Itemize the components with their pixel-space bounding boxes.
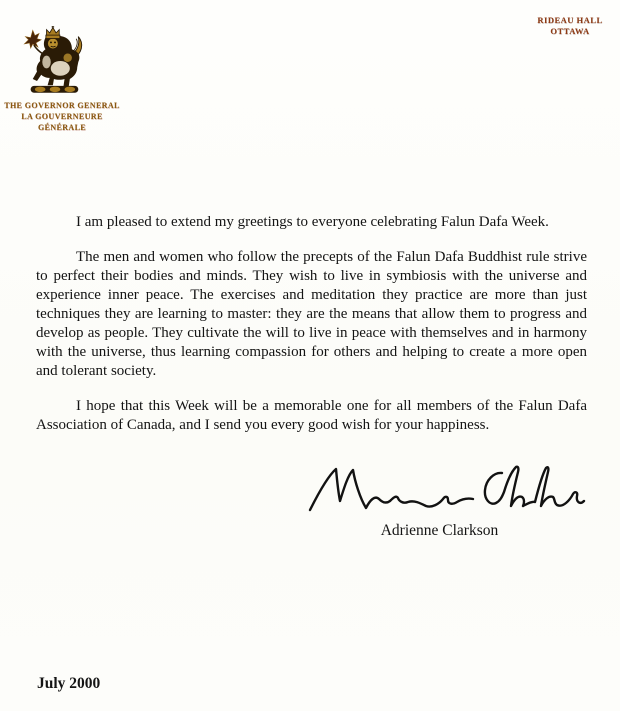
letterhead-department [2, 100, 122, 133]
signatory-typed-name: Adrienne Clarkson [380, 522, 499, 539]
location-line-hall: RIDEAU HALL [537, 15, 603, 25]
department-line-fr: LA GOUVERNEURE GÉNÉRALE [21, 112, 103, 132]
handwritten-signature-icon [292, 460, 588, 524]
paragraph-main: The men and women who follow the precepts of the Falun Dafa Buddhist rule strive to perfect their bodies and minds. They wish to live in symbiosis with the universe and experience inner peace. The exercises and meditation they practice are more than just techniques they are learning to master: they are the means that allow them to progress and develop as people. They cultivate the will to live in peace with themselves and in harmony with the universe, thus learning compassion for others and helping to create a more open and tolerant society. [36, 249, 587, 379]
department-line-en: THE GOVERNOR GENERAL [4, 101, 120, 110]
letterhead-location [528, 15, 612, 36]
letter-date: July 2000 [37, 675, 101, 692]
governor-general-crest-icon [20, 26, 90, 98]
letter-body [36, 213, 587, 451]
paragraph-greeting: I am pleased to extend my greetings to everyone celebrating Falun Dafa Week. [76, 214, 549, 230]
paragraph-closing: I hope that this Week will be a memorable one for all members of the Falun Dafa Association of Canada, and I send you every good wish for your happiness. [36, 398, 587, 433]
location-line-city: OTTAWA [550, 25, 590, 36]
